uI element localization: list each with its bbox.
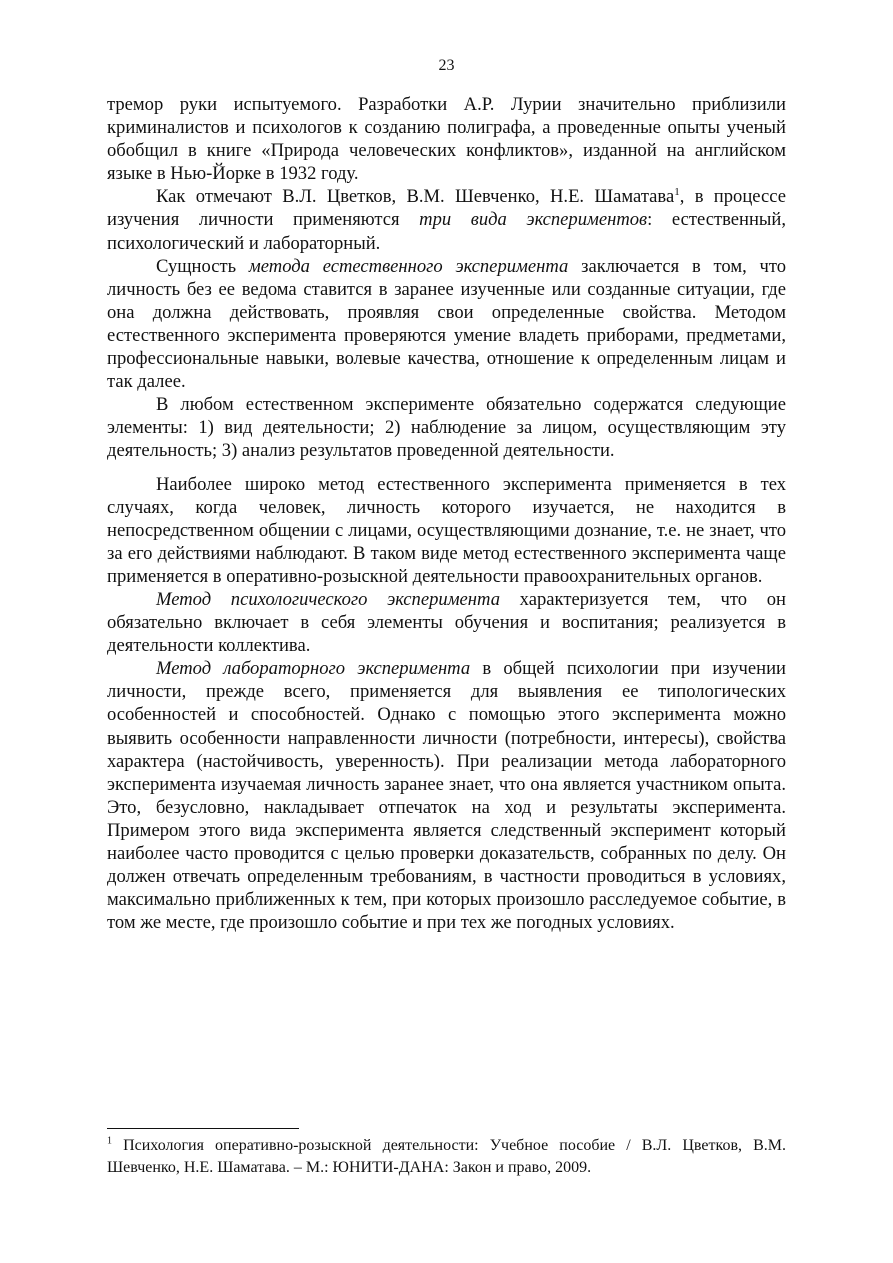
footnote-citation: Психология оперативно-розыскной деятельности: Учебное пособие / В.Л. Цветков, В.М. Шевченко, Н.Е. Шаматава. – М.: ЮНИТИ-ДАНА: Закон и право, 2009. [107,1137,786,1176]
emphasis-text: Метод психологического эксперимента [156,588,500,610]
paragraph-5 [107,473,786,588]
emphasis-text: метода естественного эксперимента [248,255,569,277]
paragraph-text: заключается в том, что личность без ее ведома ставится в заранее изученные или созданные ситуации, где она должна действовать, проявляя свои определенные свойства. Методом естественного эксперимента проверяются умение владеть приборами, предметами, профессиональные навыки, волевые качества, отношение к определенным лицам и так далее. [107,255,787,393]
paragraph-4 [107,393,786,462]
footnote-text [107,1135,786,1179]
paragraph-text: , в процессе изучения личности применяются [107,186,786,231]
footnote-marker: 1 [107,1135,112,1147]
emphasis-text: три вида экспериментов [419,209,648,231]
paragraph-text: в общей психологии при изучении личности, прежде всего, применяется для выявления ее типологических особенностей и способностей. Однако с помощью этого эксперимента можно выявить особенности направленности личности (потребности, интересы), свойства характера (настойчивость, уверенность). При реализации метода лабораторного эксперимента изучаемая личность заранее знает, что она является участником опыта. Это, безусловно, накладывает отпечаток на ход и результаты эксперимента. Примером этого вида эксперимента является следственный эксперимент который наиболее часто проводится с целью проверки доказательств, собранных по делу. Он должен отвечать определенным требованиям, в частности проводиться в условиях, максимально приближенных к тем, при которых произошло расследуемое событие, в том же месте, где произошло событие и при тех же погодных условиях. [107,658,786,934]
footnote-reference: 1 [674,186,680,199]
footnote [107,1135,786,1179]
paragraph-text: Как отмечают В.Л. Цветков, В.М. Шевченко, Н.Е. Шаматава [156,186,675,208]
page-number: 23 [438,57,455,74]
paragraph-text: тремор руки испытуемого. Разработки А.Р. Лурии значительно приблизили криминалистов и психологов к созданию полиграфа, а проведенные опыты ученый обобщил в книге «Природа человеческих конфликтов», изданной на английском языке в Нью-Йорке в 1932 году. [107,94,786,185]
paragraph-3 [107,255,786,394]
paragraph-text: Наиболее широко метод естественного эксперимента применяется в тех случаях, когда человек, личность которого изучается, не находится в непосредственном общении с лицами, осуществляющими дознание, т.е. не знает, что за его действиями наблюдают. В таком виде метод естественного эксперимента чаще применяется в оперативно-розыскной деятельности правоохранительных органов. [107,473,786,587]
paragraph-6 [107,588,786,657]
paragraph-text: характеризуется тем, что он обязательно включает в себя элементы обучения и воспитания; реализуется в деятельности коллектива. [107,588,786,657]
paragraph-7 [107,657,786,934]
paragraph-1 [107,93,786,185]
paragraph-text: : естественный, психологический и лабораторный. [107,209,786,254]
emphasis-text: Метод лабораторного эксперимента [156,658,471,680]
paragraph-text: В любом естественном эксперименте обязательно содержатся следующие элементы: 1) вид деятельности; 2) наблюдение за лицом, осуществляющим эту деятельность; 3) анализ результатов проведенной деятельности. [107,394,786,462]
footnote-divider [107,1128,299,1129]
main-text [107,93,786,934]
paragraph-text: Сущность [156,255,249,277]
paragraph-2 [107,185,786,254]
